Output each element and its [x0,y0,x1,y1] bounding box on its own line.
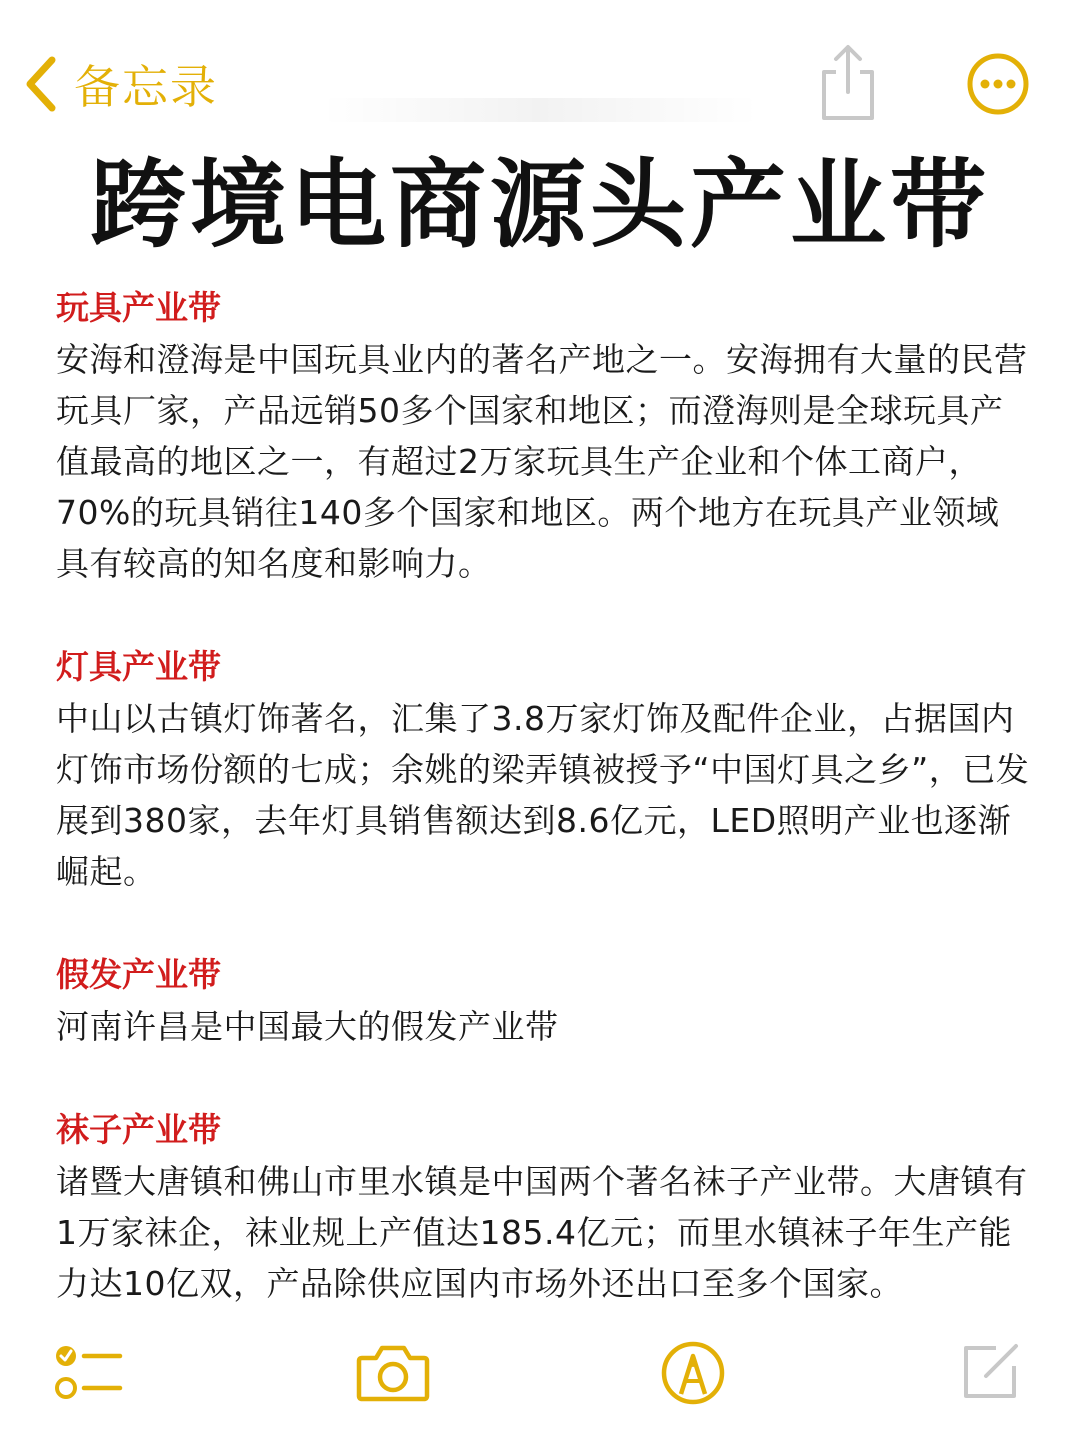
bottom-toolbar [0,1330,1080,1420]
section-heading: 灯具产业带 [56,647,221,686]
section-lamps [56,641,1031,897]
more-icon [966,52,1030,116]
note-title[interactable]: 跨境电商源头产业带 [90,149,990,261]
section-socks [56,1104,1031,1309]
markup-pen-icon [660,1340,726,1406]
checklist-button[interactable] [54,1342,124,1404]
section-text: 河南许昌是中国最大的假发产业带 [56,1007,559,1046]
section-text: 诸暨大唐镇和佛山市里水镇是中国两个著名袜子产业带。大唐镇有1万家袜企，袜业规上产值达185.4亿元；而里水镇袜子年生产能力达10亿双，产品除供应国内市场外还出口至多个国家。 [56,1162,1028,1303]
section-wigs [56,949,1031,1052]
back-label: 备忘录 [74,60,218,114]
compose-button[interactable] [958,1340,1022,1404]
compose-icon [958,1340,1022,1404]
section-heading: 玩具产业带 [56,288,221,327]
markup-button[interactable] [660,1340,726,1406]
title-shadow-decoration [320,98,760,122]
chevron-left-icon [22,54,60,114]
more-button[interactable] [966,52,1030,116]
section-heading: 袜子产业带 [56,1110,221,1149]
section-toys [56,282,1031,589]
note-body[interactable] [56,282,1031,1361]
checklist-icon [54,1342,124,1404]
share-icon [812,42,884,122]
section-text: 中山以古镇灯饰著名，汇集了3.8万家灯饰及配件企业，占据国内灯饰市场份额的七成；余姚的梁弄镇被授予“中国灯具之乡”，已发展到380家，去年灯具销售额达到8.6亿元，LED照明产业也逐渐崛起。 [56,699,1030,891]
section-text: 安海和澄海是中国玩具业内的著名产地之一。安海拥有大量的民营玩具厂家，产品远销50多个国家和地区；而澄海则是全球玩具产值最高的地区之一，有超过2万家玩具生产企业和个体工商户，70%的玩具销往140多个国家和地区。两个地方在玩具产业领域具有较高的知名度和影响力。 [56,340,1028,583]
back-button[interactable] [22,52,218,116]
camera-icon [356,1342,430,1402]
camera-button[interactable] [356,1342,430,1402]
section-heading: 假发产业带 [56,955,221,994]
share-button[interactable] [812,42,884,122]
